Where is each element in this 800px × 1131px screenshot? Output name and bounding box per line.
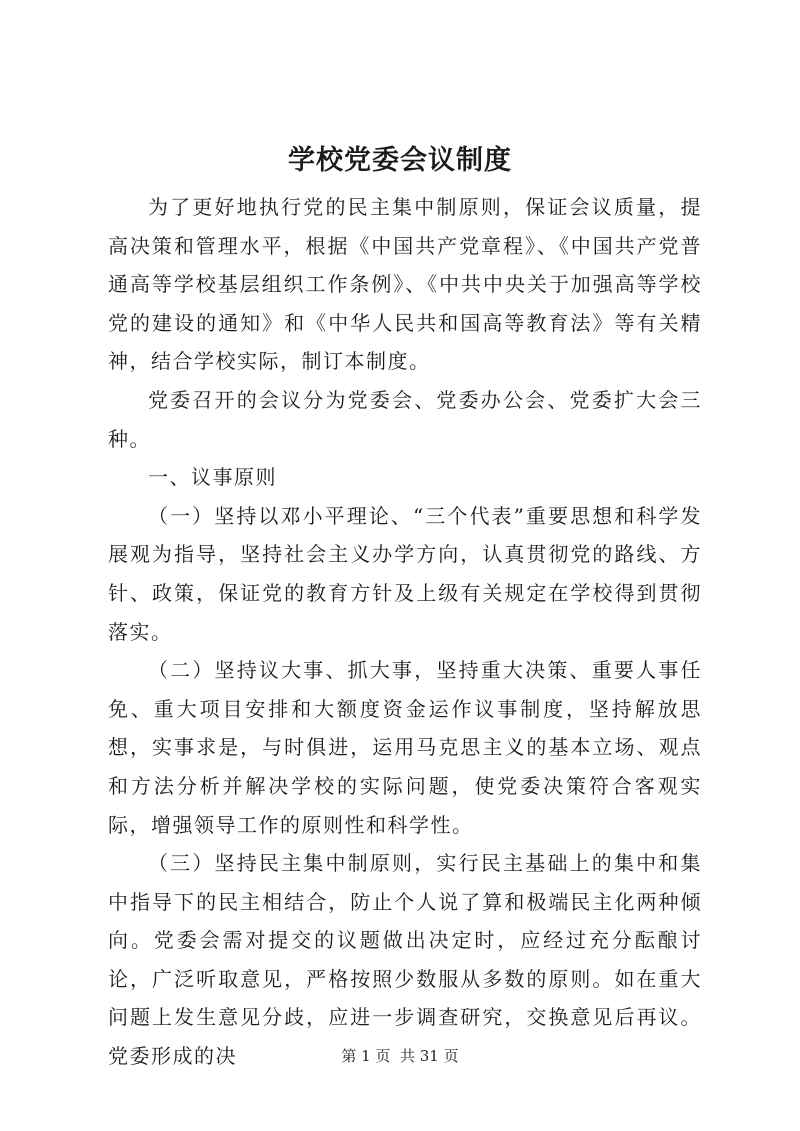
page-number-label: 第 1 页 共 31 页: [341, 1047, 459, 1065]
paragraph-principle-3: （三）坚持民主集中制原则，实行民主基础上的集中和集中指导下的民主相结合，防止个人说了算和极端民主化两种倾向。党委会需对提交的议题做出决定时，应经过充分酝酿讨论，广泛听取意见，严格按照少数服从多数的原则。如在重大问题上发生意见分歧，应进一步调查研究，交换意见后再议。党委形成的决: [108, 851, 702, 1069]
section-heading: 一、议事原则: [148, 465, 277, 490]
paragraph-principle-2: （二）坚持议大事、抓大事，坚持重大决策、重要人事任免、重大项目安排和大额度资金运作议事制度，坚持解放思想，实事求是，与时俱进，运用马克思主义的基本立场、观点和方法分析并解决学校的实际问题，使党委决策符合客观实际，增强领导工作的原则性和科学性。: [108, 658, 702, 837]
page-footer: [0, 1046, 800, 1066]
paragraph-intro: 为了更好地执行党的民主集中制原则，保证会议质量，提高决策和管理水平，根据《中国共产党章程》、《中国共产党普通高等学校基层组织工作条例》、《中共中央关于加强高等学校党的建设的通知》和《中华人民共和国高等教育法》等有关精神，结合学校实际，制订本制度。: [108, 195, 702, 374]
document-body: [108, 188, 702, 1076]
paragraph-meeting-types: 党委召开的会议分为党委会、党委办公会、党委扩大会三种。: [108, 387, 702, 451]
document-title: 学校党委会议制度: [288, 145, 512, 176]
paragraph-principle-1: （一）坚持以邓小平理论、“三个代表”重要思想和科学发展观为指导，坚持社会主义办学方向，认真贯彻党的路线、方针、政策，保证党的教育方针及上级有关规定在学校得到贯彻落实。: [108, 503, 702, 644]
